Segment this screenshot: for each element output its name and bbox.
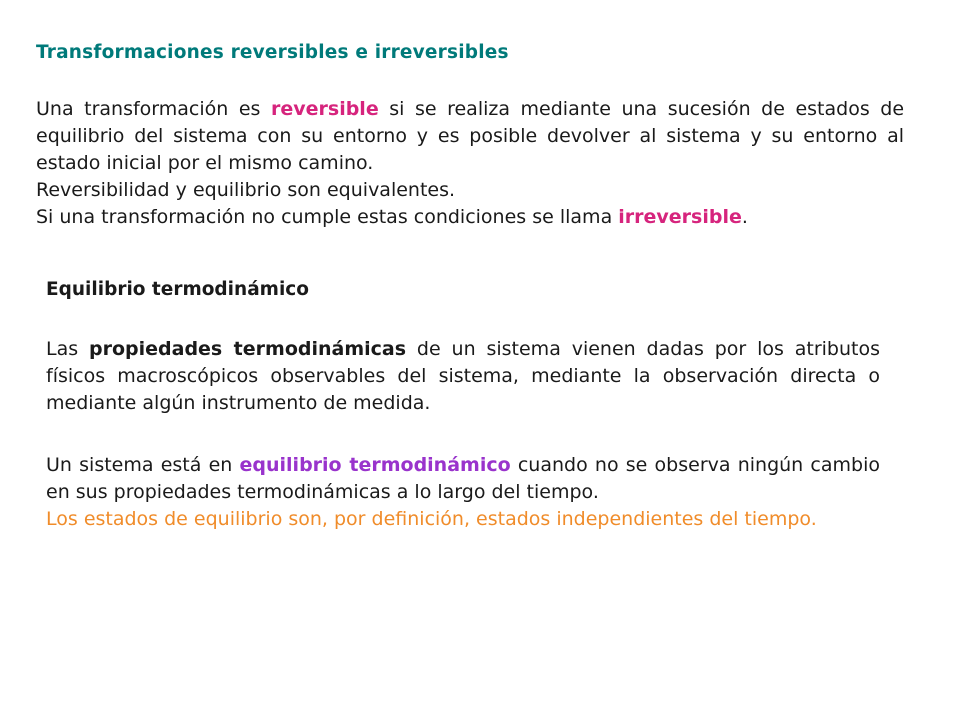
paragraph-estados-independientes: Los estados de equilibrio son, por definición, estados independientes del tiempo. bbox=[46, 508, 817, 530]
text-segment: Una transformación es bbox=[36, 98, 271, 120]
term-equilibrio-termodinamico: equilibrio termodinámico bbox=[239, 454, 511, 476]
term-irreversible: irreversible bbox=[618, 206, 742, 228]
section-title-transformaciones: Transformaciones reversibles e irreversibles bbox=[36, 42, 509, 63]
text-segment: Si una transformación no cumple estas condiciones se llama bbox=[36, 206, 619, 228]
paragraph-propiedades bbox=[46, 336, 880, 417]
text-segment: . bbox=[741, 206, 748, 228]
text-segment: si se realiza mediante una sucesión de estados de equilibrio del sistema con su entorno y es posible devolver al sistema y su entorno al estado inicial por el mismo camino. bbox=[36, 98, 905, 174]
paragraph-irreversible bbox=[36, 204, 904, 231]
paragraph-equilibrio-definition bbox=[46, 452, 880, 506]
text-segment: Un sistema está en bbox=[46, 454, 240, 476]
section-body-transformaciones bbox=[36, 96, 904, 231]
term-propiedades-termodinamicas: propiedades termodinámicas bbox=[89, 338, 407, 360]
text-segment: Las bbox=[46, 338, 89, 360]
paragraph-reversible-definition bbox=[36, 96, 904, 177]
paragraph-equivalence: Reversibilidad y equilibrio son equivalentes. bbox=[36, 179, 456, 201]
section-body-equilibrio bbox=[46, 452, 880, 533]
section-title-equilibrio: Equilibrio termodinámico bbox=[46, 279, 309, 300]
text-segment: cuando no se observa ningún cambio en sus propiedades termodinámicas a lo largo del tiempo. bbox=[46, 454, 880, 503]
term-reversible: reversible bbox=[270, 98, 379, 120]
text-segment: de un sistema vienen dadas por los atributos físicos macroscópicos observables del sistema, mediante la observación directa o mediante algún instrumento de medida. bbox=[46, 338, 881, 414]
